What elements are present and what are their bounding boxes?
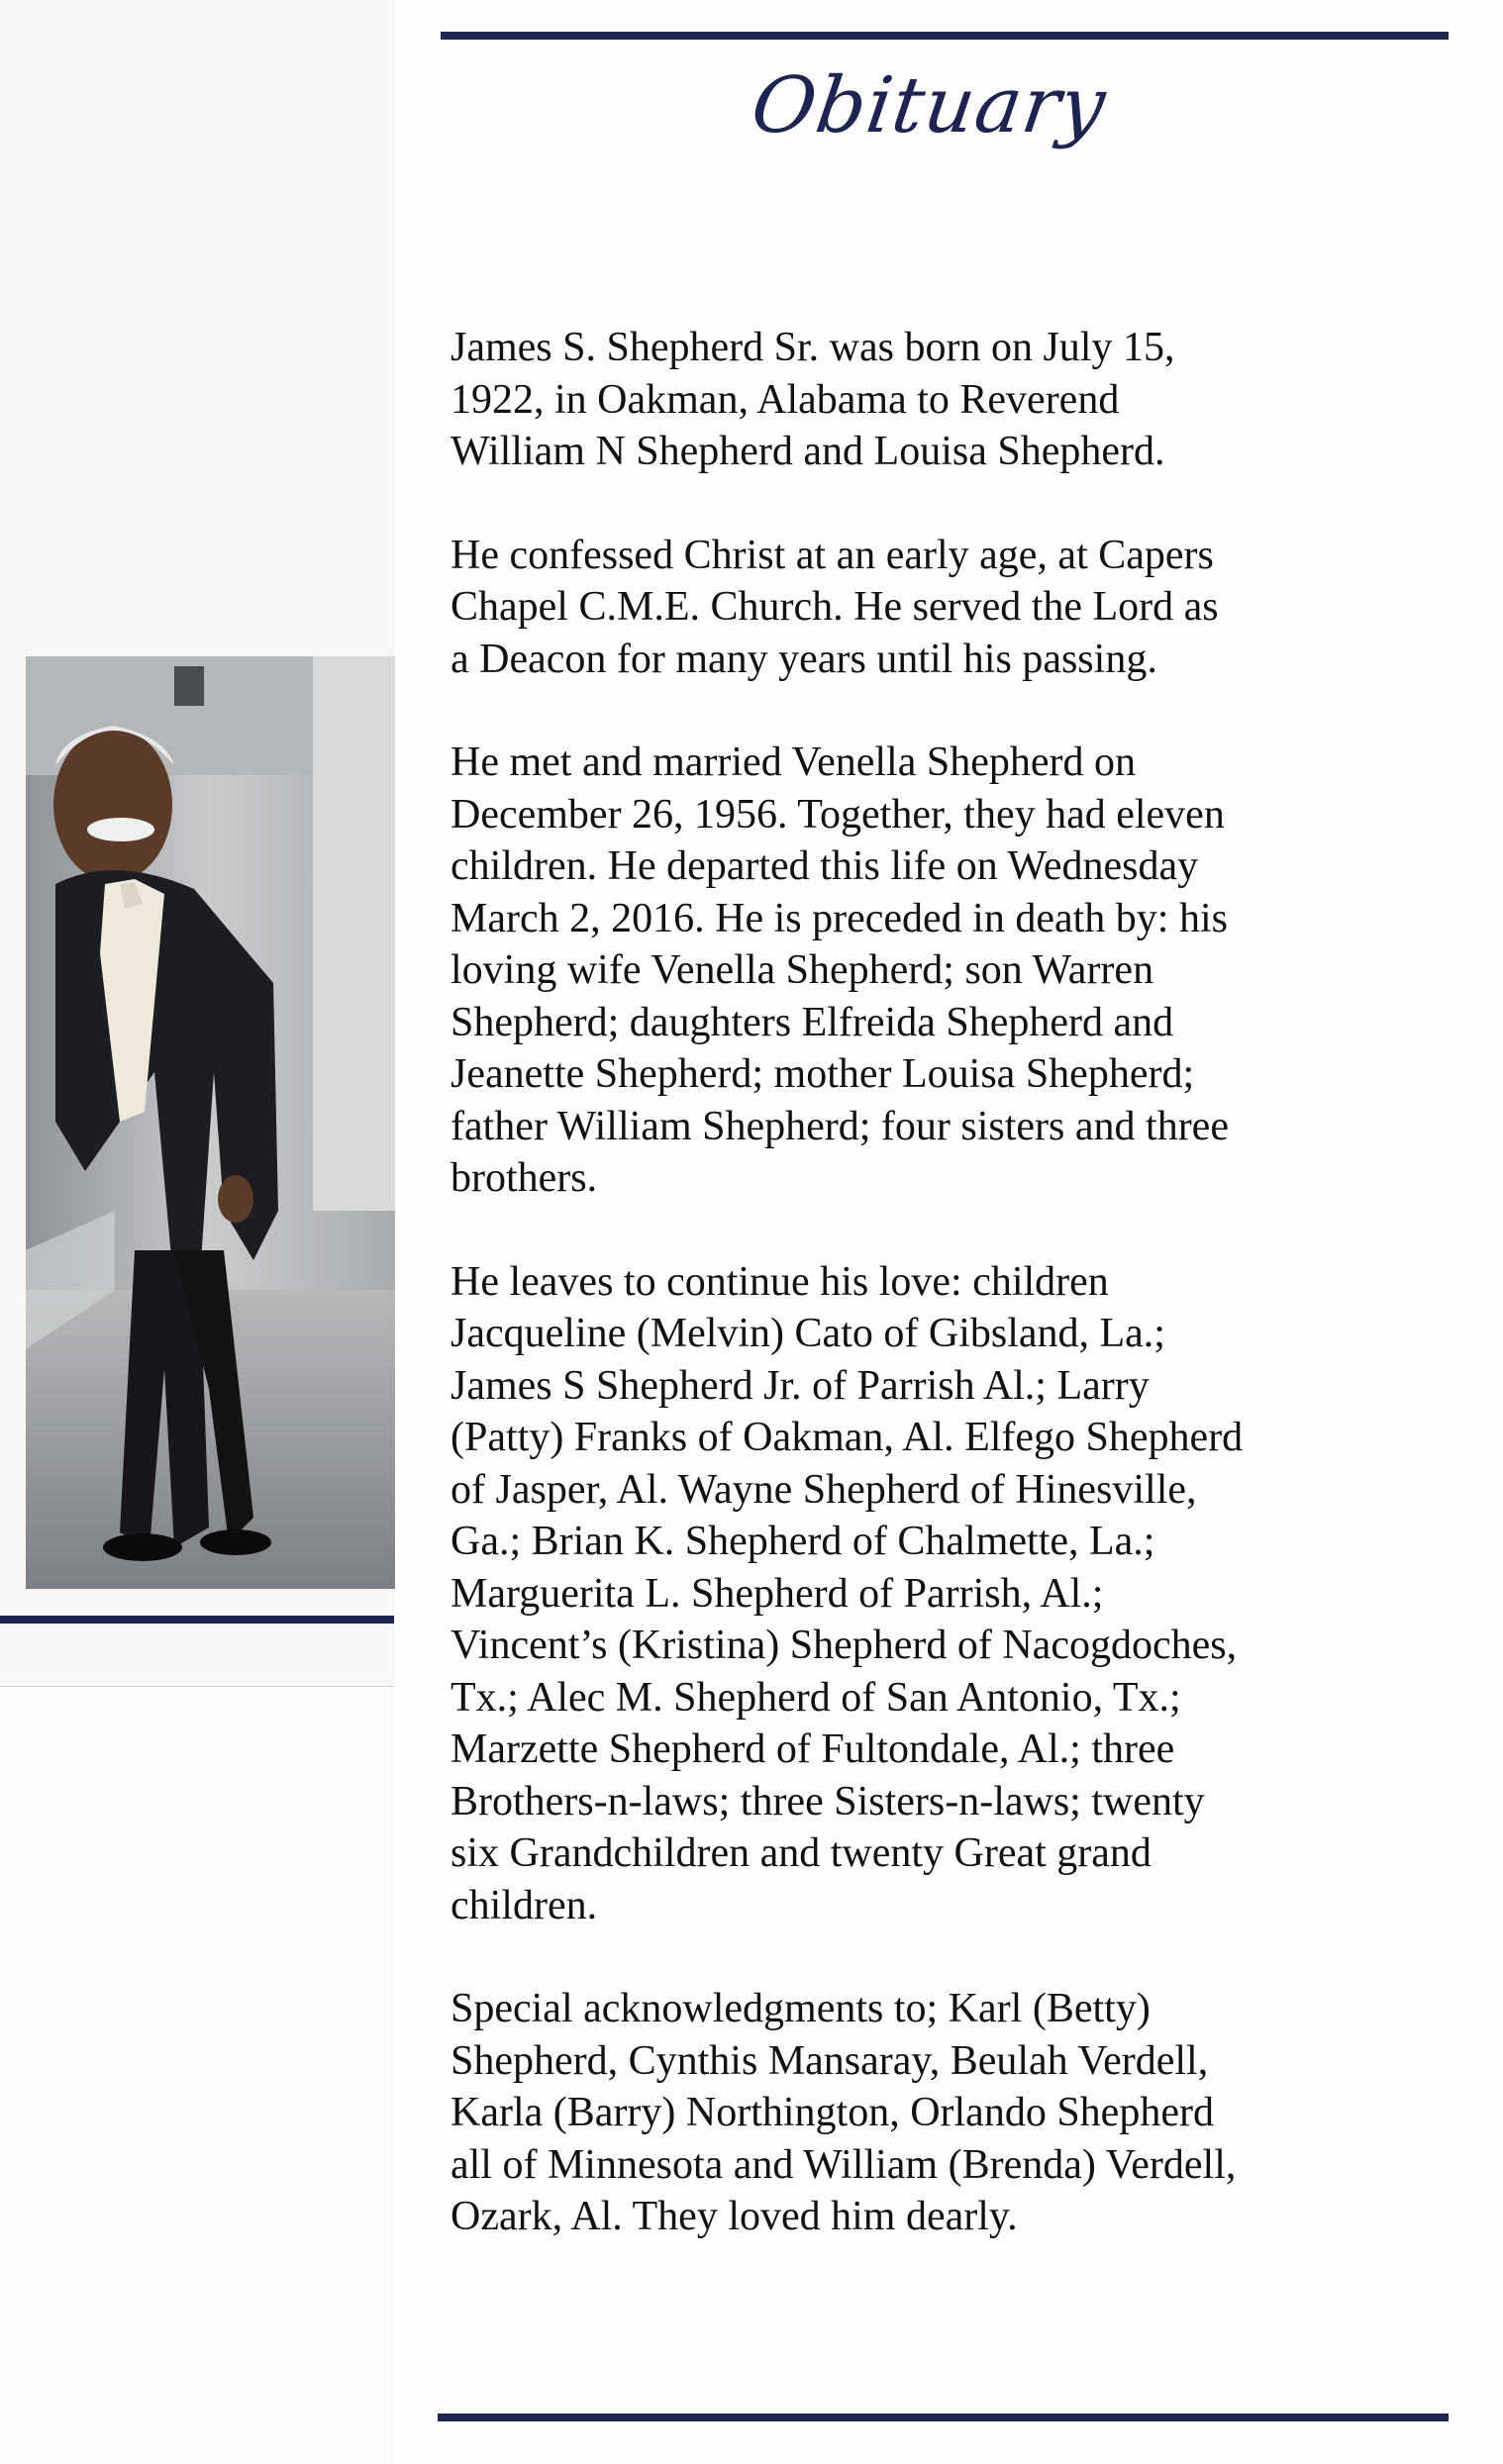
birth-paragraph: James S. Shepherd Sr. was born on July 15, 1922, in Oakman, Alabama to Reverend William N Shepherd and Louisa Shepherd. xyxy=(451,325,1175,474)
survivors-paragraph: He leaves to continue his love: children Jacqueline (Melvin) Cato of Gibsland, La.; James S Shepherd Jr. of Parrish Al.; Larry (Patty) Franks of Oakman, Al. Elfego Shepherd of Jasper, Al. Wayne Shepherd of Hinesville, Ga.; Brian K. Shepherd of Chalmette, La.; Marguerita L. Shepherd of Parrish, Al.; Vincent’s (Kristina) Shepherd of Nacogdoches, Tx.; Alec M. Shepherd of San Antonio, Tx.; Marzette Shepherd of Fultondale, Al.; three Brothers-n-laws; three Sisters-n-laws; twenty six Grandchildren and twenty Great grand children. xyxy=(451,1258,1244,1928)
faith-paragraph: He confessed Christ at an early age, at Capers Chapel C.M.E. Church. He served the Lord as a Deacon for many years until his passing. xyxy=(451,532,1219,682)
bottom-rule xyxy=(438,2414,1449,2421)
portrait-photo xyxy=(26,656,395,1589)
family-paragraph: He met and married Venella Shepherd on December 26, 1956. Together, they had eleven children. He departed this life on Wednesday March 2, 2016. He is preceded in death by: his loving wife Venella Shepherd; son Warren Shepherd; daughters Elfreida Shepherd and Jeanette Shepherd; mother Louisa Shepherd; father William Shepherd; four sisters and three brothers. xyxy=(451,739,1229,1201)
photo-card-rule xyxy=(0,1616,394,1624)
top-rule xyxy=(441,32,1449,40)
acknowledgments-paragraph: Special acknowledgments to; Karl (Betty) Shepherd, Cynthis Mansaray, Beulah Verdell, Karla (Barry) Northington, Orlando Shepherd all of Minnesota and William (Brenda) Verdell, Ozark, Al. They loved him dearly. xyxy=(451,1986,1237,2239)
obituary-body xyxy=(451,322,1441,2295)
obituary-heading: Obituary xyxy=(746,61,1112,150)
portrait-illustration xyxy=(26,656,395,1589)
